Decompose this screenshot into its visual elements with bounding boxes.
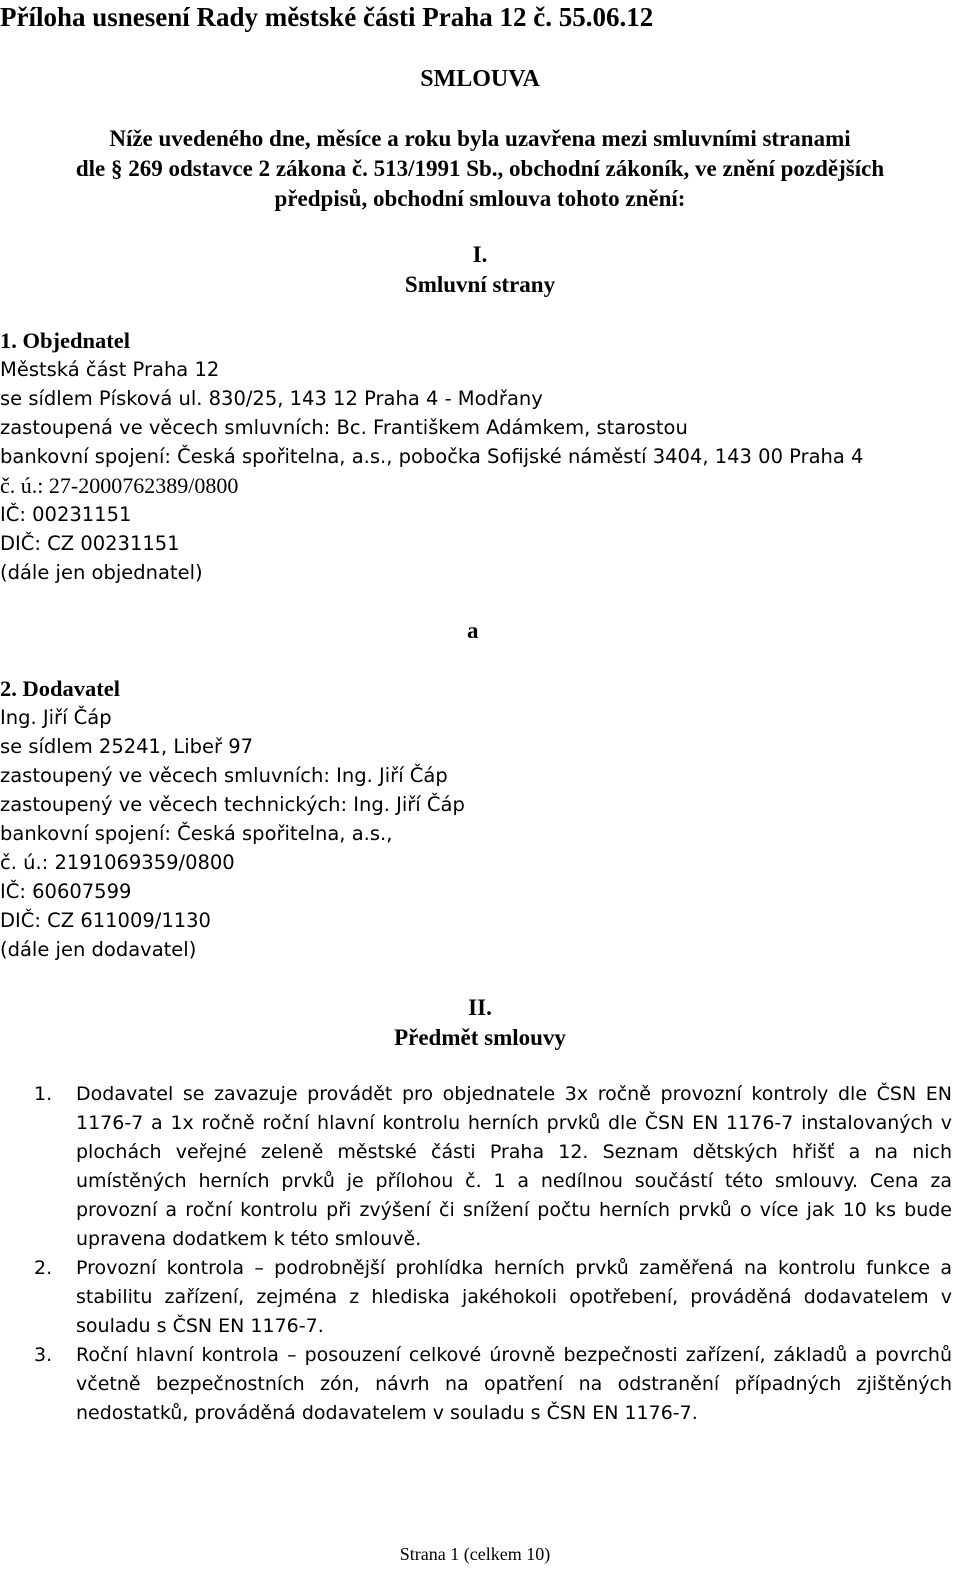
party-line: (dále jen objednatel) <box>0 561 203 584</box>
term-item <box>34 1080 952 1254</box>
intro-line: předpisů, obchodní smlouva tohoto znění: <box>274 186 686 211</box>
term-text: Roční hlavní kontrola – posouzení celkové úrovně bezpečnosti zařízení, základů a povrchů včetně bezpečnostních zón, návrh na opatření na odstranění případných zjištěných nedostatků, prováděná dodavatelem v souladu s ČSN EN 1176-7. <box>76 1344 952 1424</box>
term-number: 2. <box>34 1257 53 1279</box>
party-line: č. ú.: 27-2000762389/0800 <box>0 473 239 498</box>
party-line: IČ: 60607599 <box>0 880 132 903</box>
intro-line: dle § 269 odstavce 2 zákona č. 513/1991 Sb., obchodní zákoník, ve znění pozdějších <box>75 156 885 181</box>
intro-paragraph <box>0 124 960 214</box>
term-text: Dodavatel se zavazuje provádět pro objednatele 3x ročně provozní kontroly dle ČSN EN 1176-7 a 1x ročně roční hlavní kontrolu herních prvků dle ČSN EN 1176-7 instalovaných v plochách veřejné zeleně městské části Praha 12. Seznam dětských hřišť a na nich umístěných herních prvků je přílohou č. 1 a nedílnou součástí této smlouvy. Cena za provozní a roční kontrolu při zvýšení či snížení počtu herních prvků o více jak 10 ks bude upravena dodatkem k této smlouvě. <box>76 1083 952 1250</box>
party-line: č. ú.: 2191069359/0800 <box>0 851 235 874</box>
section-1-heading <box>380 240 580 300</box>
party-line: DIČ: CZ 611009/1130 <box>0 909 211 932</box>
party-heading: 1. Objednatel <box>0 328 131 353</box>
section-title: Předmět smlouvy <box>394 1025 566 1050</box>
party-objednatel <box>0 326 960 587</box>
page-footer: Strana 1 (celkem 10) <box>399 1544 551 1564</box>
section-2-heading <box>380 993 580 1053</box>
party-line: DIČ: CZ 00231151 <box>0 532 180 555</box>
section-title: Smluvní strany <box>404 272 556 297</box>
party-line: Městská část Praha 12 <box>0 358 220 381</box>
term-item <box>34 1254 952 1341</box>
party-line: zastoupený ve věcech technických: Ing. Jiří Čáp <box>0 793 465 816</box>
party-line: se sídlem 25241, Libeř 97 <box>0 735 254 758</box>
party-line: bankovní spojení: Česká spořitelna, a.s., pobočka Sofijské náměstí 3404, 143 00 Praha 4 <box>0 445 864 468</box>
term-number: 1. <box>34 1083 53 1105</box>
party-line: IČ: 00231151 <box>0 503 132 526</box>
party-line: (dále jen dodavatel) <box>0 938 197 961</box>
intro-line: Níže uvedeného dne, měsíce a roku byla uzavřena mezi smluvními stranami <box>109 126 851 151</box>
term-number: 3. <box>34 1344 53 1366</box>
terms-list <box>34 1080 952 1428</box>
term-item <box>34 1341 952 1428</box>
contract-title: SMLOUVA <box>420 66 540 92</box>
party-line: bankovní spojení: Česká spořitelna, a.s., <box>0 822 393 845</box>
party-line: zastoupená ve věcech smluvních: Bc. Františkem Adámkem, starostou <box>0 416 688 439</box>
party-line: se sídlem Písková ul. 830/25, 143 12 Praha 4 - Modřany <box>0 387 543 410</box>
document-header: Příloha usnesení Rady městské části Praha 12 č. 55.06.12 <box>0 2 654 32</box>
party-line: Ing. Jiří Čáp <box>0 706 112 729</box>
party-dodavatel <box>0 674 960 964</box>
conjunction: a <box>467 618 479 643</box>
party-heading: 2. Dodavatel <box>0 676 120 701</box>
section-numeral: II. <box>468 995 492 1020</box>
term-text: Provozní kontrola – podrobnější prohlídka herních prvků zaměřená na kontrolu funkce a stabilitu zařízení, zejména z hlediska jakéhokoli opotřebení, prováděná dodavatelem v souladu s ČSN EN 1176-7. <box>76 1257 952 1337</box>
party-line: zastoupený ve věcech smluvních: Ing. Jiří Čáp <box>0 764 448 787</box>
section-numeral: I. <box>472 242 488 267</box>
